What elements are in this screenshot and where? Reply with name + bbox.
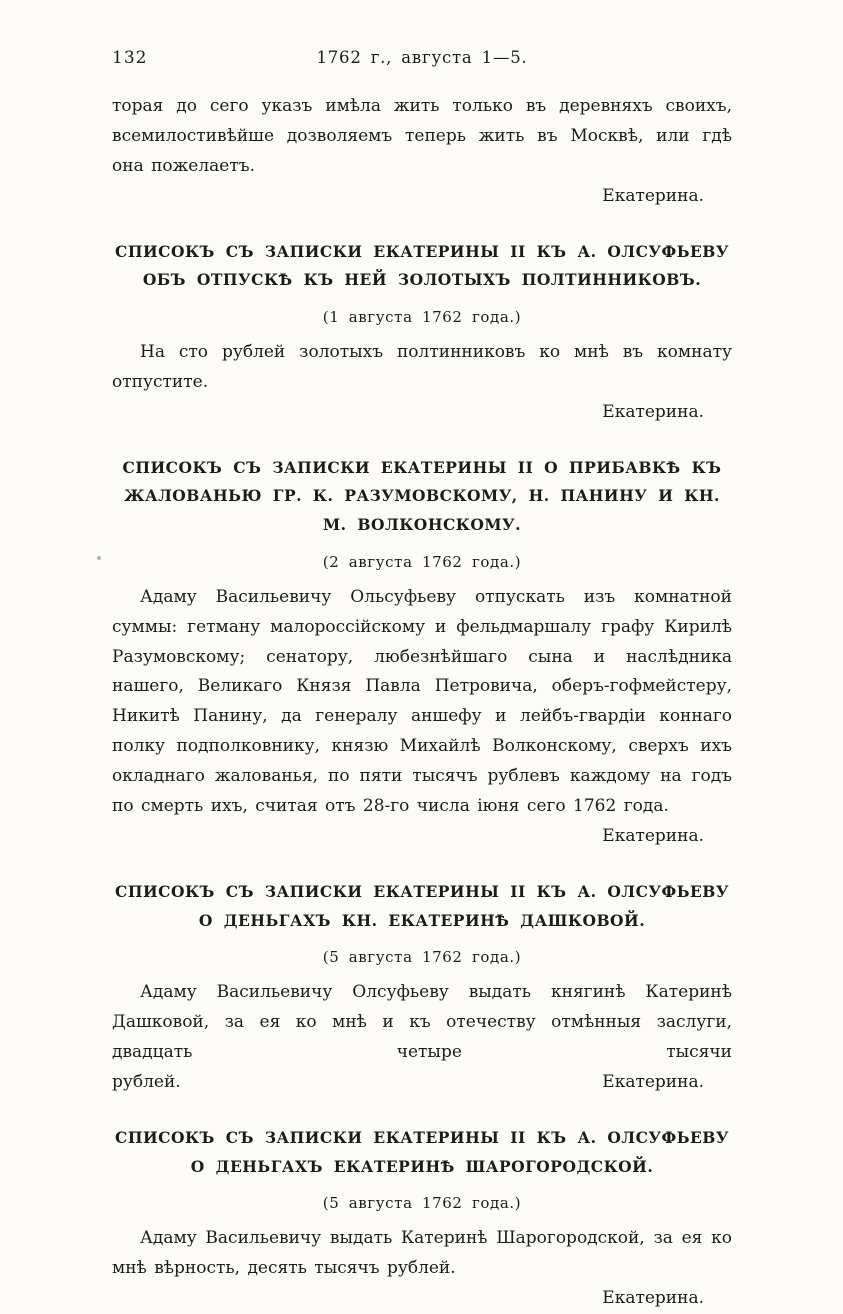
signature: Екатерина. [602,825,704,846]
document-body: Адаму Васильевичу Олсуфьеву выдать княгинѣ Катеринѣ Дашковой, за ея ко мнѣ и къ отечеству отмѣнныя заслуги, двадцать четыре тысячи [112,982,732,1063]
document-body: Адаму Васильевичу выдать Катеринѣ Шарогородской, за ея ко мнѣ вѣрность, десять тысячъ рублей. [112,1228,732,1279]
document-section [112,1124,732,1314]
continued-text-section [112,92,732,212]
continued-paragraph: торая до сего указъ имѣла жить только въ деревняхъ своихъ, всемилостивѣйше дозволяемъ теперь жить въ Москвѣ, или гдѣ она пожелаетъ. [112,96,732,176]
signature: Екатерина. [602,185,704,206]
document-title: СПИСОКЪ СЪ ЗАПИСКИ ЕКАТЕРИНЫ II О ПРИБАВКѢ КЪ ЖАЛОВАНЬЮ ГР. К. РАЗУМОВСКОМУ, Н. ПАНИНУ И КН. М. ВОЛКОНСКОМУ. [122,457,722,535]
document-body: На сто рублей золотыхъ полтинниковъ ко мнѣ въ комнату отпустите. [112,341,732,392]
document-section [112,454,732,852]
page-header [112,48,732,68]
document-date: (1 августа 1762 года.) [322,307,522,326]
running-title: 1762 г., августа 1—5. [316,48,528,67]
signature: Екатерина. [602,1071,704,1092]
document-body: Адаму Васильевичу Ольсуфьеву отпускать изъ комнатной суммы: гетману малороссійскому и фельдмаршалу графу Кирилѣ Разумовскому; сенатору, любезнѣйшаго сына и наслѣдника нашего, Великаго Князя Павла Петровича, оберъ-гофмейстеру, Никитѣ Панину, да генералу аншефу и лейбъ-гвардіи коннаго полку подполковнику, князю Михайлѣ Волконскому, сверхъ ихъ окладнаго жалованья, по пяти тысячъ рублевъ каждому на годъ по смерть ихъ, считая отъ 28-го числа іюня сего 1762 года. [112,586,732,817]
signature: Екатерина. [602,1287,704,1308]
body-last-line-row [112,1068,732,1098]
document-date: (2 августа 1762 года.) [322,552,522,571]
book-page [112,48,732,1314]
document-section [112,878,732,1098]
scan-speck [97,556,101,560]
signature: Екатерина. [602,401,704,422]
page-number: 132 [112,48,148,68]
document-date: (5 августа 1762 года.) [322,948,522,967]
document-body-last-line: рублей. [112,1071,181,1092]
document-title: СПИСОКЪ СЪ ЗАПИСКИ ЕКАТЕРИНЫ II КЪ А. ОЛСУФЬЕВУ О ДЕНЬГАХЪ КН. ЕКАТЕРИНѢ ДАШКОВОЙ. [114,881,729,930]
document-date: (5 августа 1762 года.) [322,1194,522,1213]
document-title: СПИСОКЪ СЪ ЗАПИСКИ ЕКАТЕРИНЫ II КЪ А. ОЛСУФЬЕВУ О ДЕНЬГАХЪ ЕКАТЕРИНѢ ШАРОГОРОДСКОЙ. [114,1127,729,1176]
document-title: СПИСОКЪ СЪ ЗАПИСКИ ЕКАТЕРИНЫ II КЪ А. ОЛСУФЬЕВУ ОБЪ ОТПУСКѢ КЪ НЕЙ ЗОЛОТЫХЪ ПОЛТИННИКОВЪ. [114,241,729,290]
document-section [112,238,732,428]
